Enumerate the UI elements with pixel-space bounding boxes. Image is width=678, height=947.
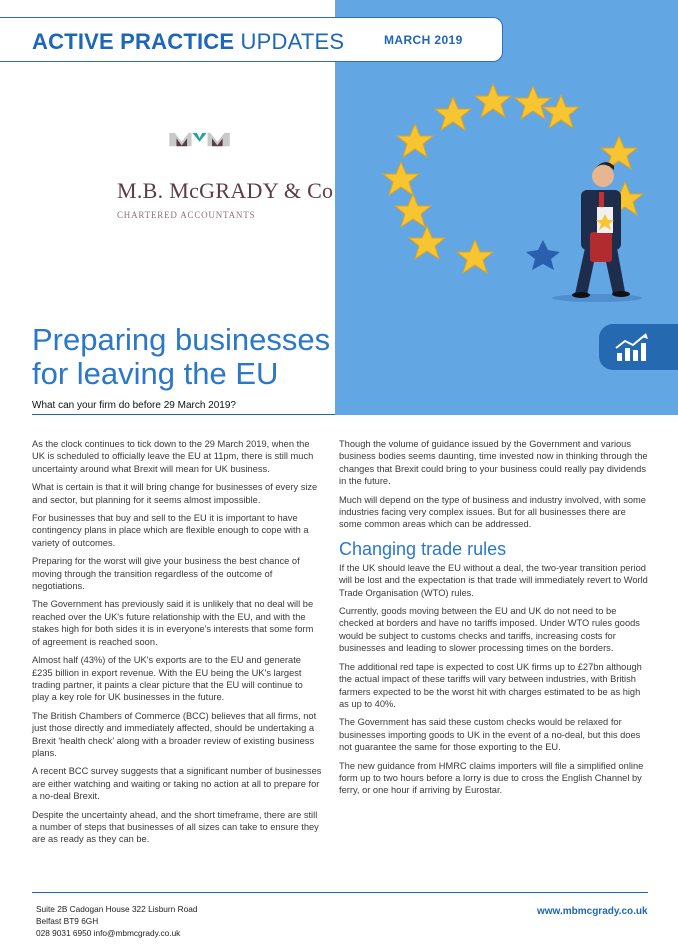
footer-divider [32, 892, 648, 893]
publication-title-bold: ACTIVE PRACTICE [32, 29, 235, 54]
publication-title-rest: UPDATES [234, 29, 345, 54]
firm-name: M.B. McGRADY & Co [117, 178, 334, 203]
star-icon [457, 240, 493, 273]
paragraph: The new guidance from HMRC claims importers will file a simplified online form up to two hours before a lorry is due to cross the English Channel by ferry, or one hour if arriving by Eurostar. [339, 760, 644, 796]
paragraph: As the clock continues to tick down to the 29 March 2019, when the UK is scheduled to officially leave the EU at 11pm, there is still much uncertainty around what Brexit will mean for UK business. [32, 439, 314, 474]
article-title: Preparing businesses for leaving the EU [32, 322, 331, 391]
paragraph: For businesses that buy and sell to the EU it is important to have contingency plans in place which are flexible enough to cope with a variety of outcomes. [32, 513, 309, 548]
star-icon [397, 124, 433, 157]
title-divider [32, 414, 335, 415]
article-left-column [32, 438, 322, 852]
address-line: Belfast BT9 6GH [36, 916, 99, 926]
paragraph: Though the volume of guidance issued by the Government and various business bodies seems daunting, time invested now in thinking through the changes that Brexit could bring to your business could really pay dividends in the future. [339, 439, 648, 487]
issue-date: MARCH 2019 [384, 33, 463, 47]
mcgrady-logo-mark [112, 132, 312, 172]
article-right-column [339, 438, 649, 803]
website-link[interactable]: www.mbmcgrady.co.uk [537, 906, 648, 917]
paragraph: The additional red tape is expected to cost UK firms up to £27bn although the actual impact of these tariffs will vary between industries, with British farmers expected to be the worst hit with charges estimated to be as high as up to 40%. [339, 661, 642, 709]
address-line: Suite 2B Cadogan House 322 Lisburn Road [36, 904, 198, 914]
paragraph: Much will depend on the type of business and industry involved, with some industries facing very complex issues. But for all businesses there are some common areas which can be addressed. [339, 494, 646, 530]
firm-subtitle: CHARTERED ACCOUNTANTS [117, 210, 256, 220]
paragraph: The Government has said these custom checks would be relaxed for businesses importing goods to UK in the event of a no-deal, but this does not guarantee the same for those exporting to the EU. [339, 717, 641, 753]
paragraph: Almost half (43%) of the UK's exports are to the EU and generate £235 billion in export revenue. With the EU being the UK's largest trading partner, it paints a clear picture that the EU will continue to play a key role for UK businesses in the future. [32, 655, 303, 703]
growth-chart-badge [599, 324, 678, 370]
article-subtitle: What can your firm do before 29 March 2019? [32, 400, 236, 411]
paragraph: A recent BCC survey suggests that a significant number of businesses are either watching and waiting or taking no action at all to prepare for a no-deal Brexit. [32, 766, 322, 802]
paragraph: The British Chambers of Commerce (BCC) believes that all firms, not just those directly and immediately affected, should be undertaking a Brexit 'health check' along with a broader review of existing business plans. [32, 710, 317, 758]
paragraph: The Government has previously said it is unlikely that no deal will be reached over the UK's future relationship with the EU, and with the stakes high for both sides it is in everyone's interests that some form of agreement is reached soon. [32, 599, 314, 647]
star-icon [383, 162, 419, 195]
paragraph: If the UK should leave the EU without a deal, the two-year transition period will be lost and the expectation is that trade will immediately revert to World Trade Organisation (WTO) rules. [339, 562, 648, 598]
paragraph: Currently, goods moving between the EU and UK do not need to be checked at borders and have no tariffs imposed. Under WTO rules goods would be subject to customs checks and tariffs, increasing costs for businesses and leading to slower processing times on the borders. [339, 606, 640, 654]
footer-address [36, 903, 197, 939]
publication-title [32, 29, 344, 55]
star-icon [515, 86, 551, 119]
paragraph: Despite the uncertainty ahead, and the short timeframe, there are still a number of steps that businesses of all sizes can take to ensure they are as ready as they can be. [32, 809, 319, 845]
star-icon [435, 97, 471, 130]
star-icon [395, 194, 431, 227]
section-heading: Changing trade rules [339, 538, 507, 559]
businessman-illustration [552, 162, 642, 302]
growth-chart-icon [613, 333, 653, 363]
fallen-star-icon [526, 240, 560, 270]
paragraph: Preparing for the worst will give your business the best chance of moving through the transition regardless of the outcome of negotiations. [32, 556, 300, 592]
star-icon [475, 84, 511, 117]
address-line[interactable]: 028 9031 6950 info@mbmcgrady.co.uk [36, 928, 181, 938]
star-icon [409, 226, 445, 259]
paragraph: What is certain is that it will bring change for businesses of every size and sector, but planning for it seems almost impossible. [32, 482, 318, 505]
